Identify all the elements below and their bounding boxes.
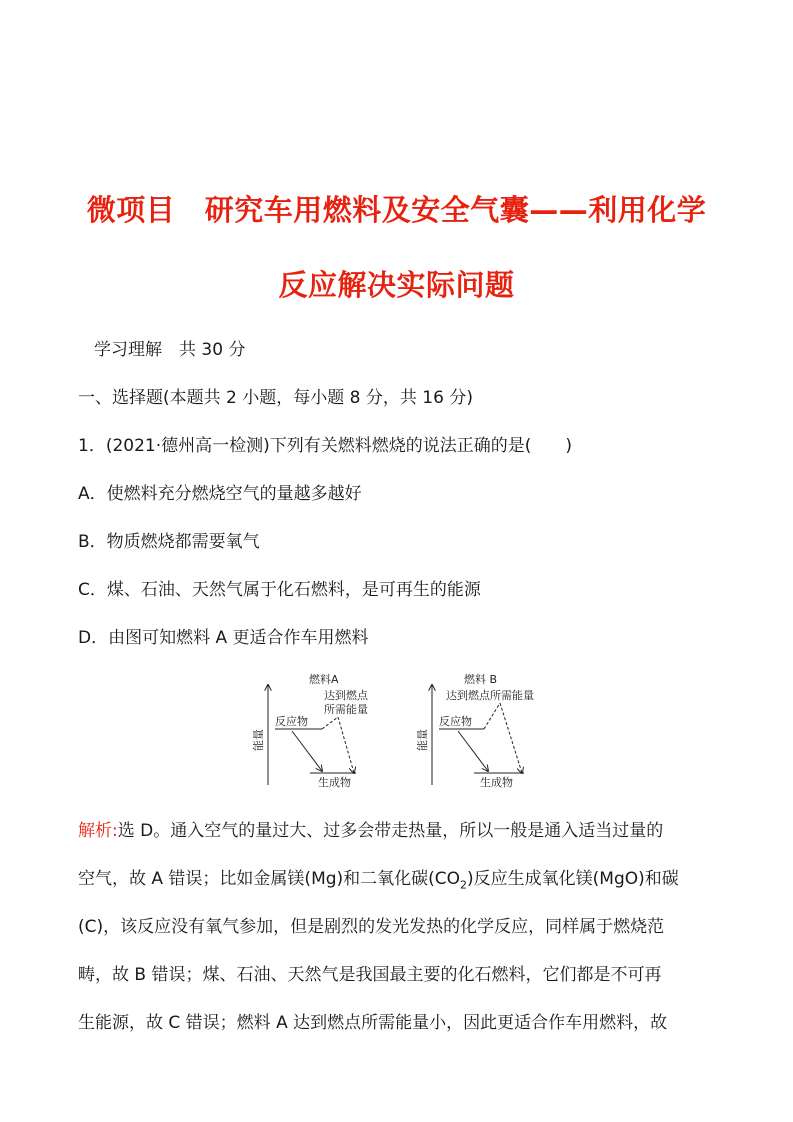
option-c: C．煤、石油、天然气属于化石燃料，是可再生的能源 bbox=[78, 580, 481, 600]
analysis-line-1 bbox=[78, 816, 663, 841]
option-a: A．使燃料充分燃烧空气的量越多越好 bbox=[78, 484, 362, 504]
option-b: B．物质燃烧都需要氧气 bbox=[78, 532, 260, 552]
analysis-text-2b: )反应生成氧化镁(MgO)和碳 bbox=[467, 869, 679, 889]
page-title-line-2: 反应解决实际问题 bbox=[278, 268, 515, 302]
analysis-subscript: 2 bbox=[460, 878, 468, 892]
fuel-b-energy-label: 能量 bbox=[416, 729, 429, 751]
fuel-a-reactant-label: 反应物 bbox=[275, 715, 308, 728]
fuel-a-ignition-label-2: 所需能量 bbox=[324, 703, 368, 716]
fuel-b-reaction-arrow bbox=[458, 731, 488, 771]
energy-diagram-figure bbox=[0, 665, 793, 795]
fuel-a-reaction-arrow bbox=[292, 731, 322, 771]
fuel-a-ignition-dash-up bbox=[322, 717, 338, 729]
fuel-b-ignition-dash-down bbox=[500, 703, 522, 773]
question-stem: 1．(2021·德州高一检测)下列有关燃料燃烧的说法正确的是( ) bbox=[78, 436, 573, 456]
analysis-line-4: 畴，故 B 错误；煤、石油、天然气是我国最主要的化石燃料，它们都是不可再 bbox=[78, 965, 662, 985]
fuel-b-diagram bbox=[415, 672, 534, 789]
question-type-header: 一、选择题(本题共 2 小题，每小题 8 分，共 16 分) bbox=[78, 388, 473, 408]
analysis-line-2 bbox=[78, 864, 679, 891]
fuel-a-ignition-dash-down bbox=[338, 717, 354, 773]
fuel-a-title: 燃料A bbox=[309, 673, 339, 686]
analysis-line-5: 生能源，故 C 错误；燃料 A 达到燃点所需能量小，因此更适合作车用燃料，故 bbox=[78, 1013, 668, 1033]
analysis-text-1: 选 D。通入空气的量过大、过多会带走热量，所以一般是通入适当过量的 bbox=[117, 821, 664, 841]
fuel-a-ignition-label-1: 达到燃点 bbox=[324, 689, 368, 702]
fuel-b-ignition-dash-up bbox=[484, 703, 500, 729]
analysis-label: 解析: bbox=[78, 821, 118, 841]
fuel-b-title: 燃料 B bbox=[464, 673, 498, 686]
section-heading: 学习理解 共 30 分 bbox=[94, 340, 246, 360]
analysis-line-3: (C)，该反应没有氧气参加，但是剧烈的发光发热的化学反应，同样属于燃烧范 bbox=[78, 917, 665, 937]
fuel-b-product-label: 生成物 bbox=[480, 776, 513, 789]
fuel-b-reactant-label: 反应物 bbox=[439, 715, 472, 728]
fuel-a-product-label: 生成物 bbox=[318, 776, 351, 789]
page-title-line-1: 微项目 研究车用燃料及安全气囊——利用化学 bbox=[86, 193, 707, 227]
fuel-a-diagram bbox=[251, 672, 369, 789]
fuel-a-energy-label: 能量 bbox=[252, 729, 265, 751]
analysis-text-2a: 空气，故 A 错误；比如金属镁(Mg)和二氧化碳(CO bbox=[78, 869, 461, 889]
option-d: D．由图可知燃料 A 更适合作车用燃料 bbox=[78, 628, 369, 648]
fuel-b-ignition-label: 达到燃点所需能量 bbox=[446, 689, 534, 702]
